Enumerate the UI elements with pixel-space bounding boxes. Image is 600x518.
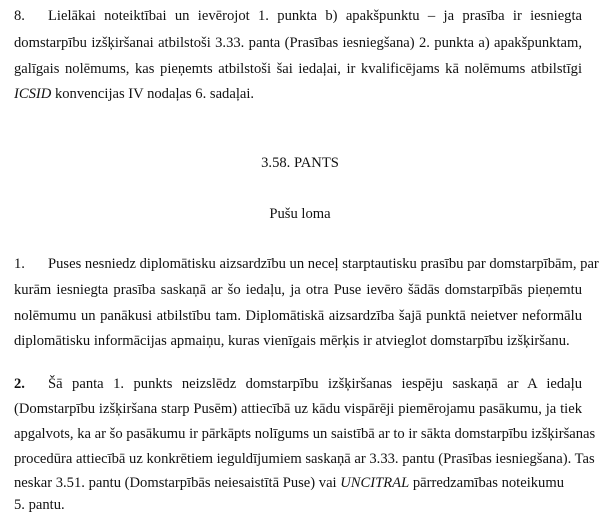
para1-line4: diplomātisku informācijas apmaiņu, kuras vienīgais mērķis ir atvieglot domstarpību izšķiršanu. — [14, 333, 570, 349]
para8-line2: domstarpību izšķiršanai atbilstoši 3.33. panta (Prasības iesniegšana) 2. punkta a) apakšpunktam, — [14, 35, 582, 51]
para8-line4 — [14, 85, 582, 103]
para2-line5 — [14, 474, 582, 492]
para1-line3: nolēmumu un panākusi atbilstību tam. Diplomātiskā aizsardzība šajā punktā neietver neformālu — [14, 308, 582, 324]
para2-number: 2. — [14, 376, 25, 392]
para2-line5-post: pārredzamības noteikumu — [409, 475, 565, 491]
para8-line4-rest: konvencijas IV nodaļas 6. sadaļai. — [51, 86, 255, 102]
para2-line4: procedūra attiecībā uz konkrētiem ieguldījumiem saskaņā ar 3.33. pantu (Prasības iesniegšana). Tas — [14, 451, 595, 467]
uncitral-term: UNCITRAL — [340, 475, 410, 491]
para8-number: 8. — [14, 8, 25, 24]
para1-line1 — [14, 255, 599, 273]
icsid-term: ICSID — [14, 86, 52, 102]
para1-text-line1: Puses nesniedz diplomātisku aizsardzību un neceļ starptautisku prasību par domstarpībām, par — [48, 256, 599, 272]
para2-text-line1: Šā panta 1. punkts neizslēdz domstarpību izšķiršanas iespēju saskaņā ar A iedaļu — [48, 376, 582, 392]
article-subheading: Pušu loma — [269, 206, 331, 222]
para1-number: 1. — [14, 256, 25, 272]
para2-line2: (Domstarpību izšķiršana starp Pusēm) attiecībā uz kādu vispārēji piemērojamu pasākumu, ja tiek — [14, 401, 582, 417]
para8-line1 — [14, 7, 582, 25]
para2-line3: apgalvots, ka ar šo pasākumu ir pārkāpts nolīgums un saistībā ar to ir sākta domstarpību izšķiršanas — [14, 426, 596, 442]
para2-line1 — [14, 375, 582, 393]
para2-line6: 5. pantu. — [14, 497, 65, 513]
article-heading: 3.58. PANTS — [261, 155, 339, 171]
para2-line5-pre: neskar 3.51. pantu (Domstarpībās neiesaistītā Puse) vai — [14, 475, 341, 491]
para8-line3: galīgais nolēmums, kas pieņemts atbilstoši šai iedaļai, ir kvalificējams kā nolēmums atbilstīgi — [14, 61, 582, 77]
para1-line2: kurām iesniegta prasība saskaņā ar šo iedaļu, ja otra Puse ievēro šādās domstarpībās pieņemtu — [14, 282, 582, 298]
para8-text-line1: Lielākai noteiktībai un ievērojot 1. punkta b) apakšpunktu – ja prasība ir iesniegta — [48, 8, 582, 24]
